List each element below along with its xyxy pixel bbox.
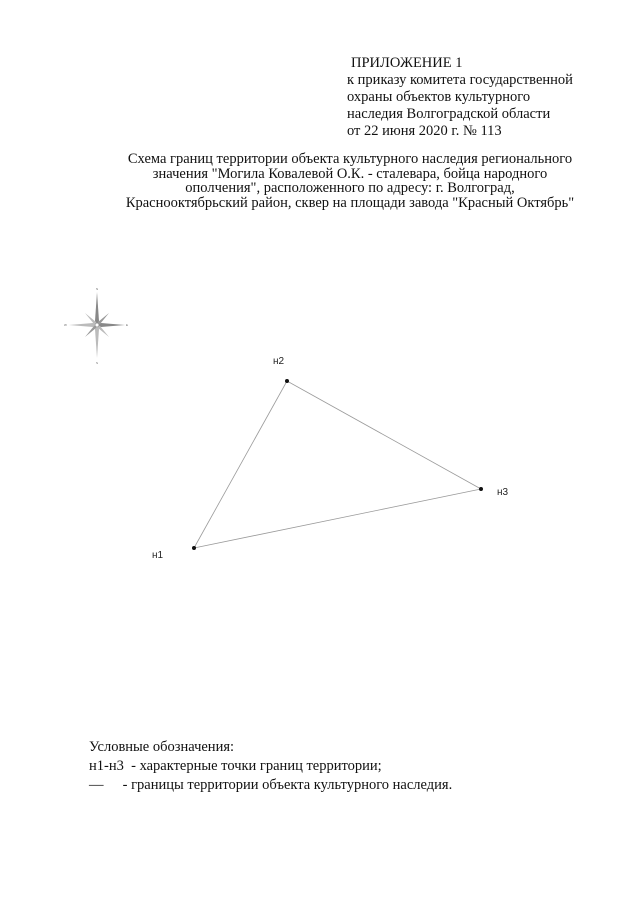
annex-line: наследия Волгоградской области	[347, 106, 551, 122]
title-line: ополчения", расположенного по адресу: г. Волгоград,	[185, 180, 515, 196]
boundary-point	[285, 379, 289, 383]
compass-rose-icon	[64, 287, 128, 365]
legend-item	[89, 776, 452, 795]
compass-label-w: W	[64, 323, 67, 327]
title-line: Схема границ территории объекта культурного наследия регионального	[127, 151, 573, 167]
legend	[89, 738, 452, 795]
legend-symbol: н1-н3	[89, 758, 124, 774]
boundary-line	[287, 381, 481, 489]
legend-symbol: —	[89, 777, 104, 793]
compass-label-e: E	[126, 323, 129, 327]
title-line: значения "Могила Ковалевой О.К. - сталевара, бойца народного	[152, 165, 548, 182]
compass-label-s: S	[96, 361, 99, 365]
annex-line: охраны объектов культурного	[347, 89, 531, 105]
boundary-line	[194, 381, 287, 548]
annex-line: от 22 июня 2020 г. № 113	[347, 123, 502, 139]
annex-line: к приказу комитета государственной	[347, 72, 573, 88]
title-line: Краснооктябрьский район, сквер на площади завода "Красный Октябрь"	[125, 194, 575, 211]
legend-text: - характерные точки границ территории;	[131, 758, 382, 774]
point-label: н2	[273, 356, 285, 367]
boundary-point	[192, 546, 196, 550]
boundary-point	[479, 487, 483, 491]
compass-label-n: N	[96, 287, 99, 291]
legend-heading: Условные обозначения:	[89, 739, 235, 755]
point-label: н1	[152, 550, 164, 561]
boundary-line	[194, 489, 481, 548]
legend-text: - границы территории объекта культурного наследия.	[122, 777, 453, 793]
annex-heading: ПРИЛОЖЕНИЕ 1	[351, 55, 463, 71]
legend-item	[89, 757, 452, 776]
point-label: н3	[497, 487, 509, 498]
